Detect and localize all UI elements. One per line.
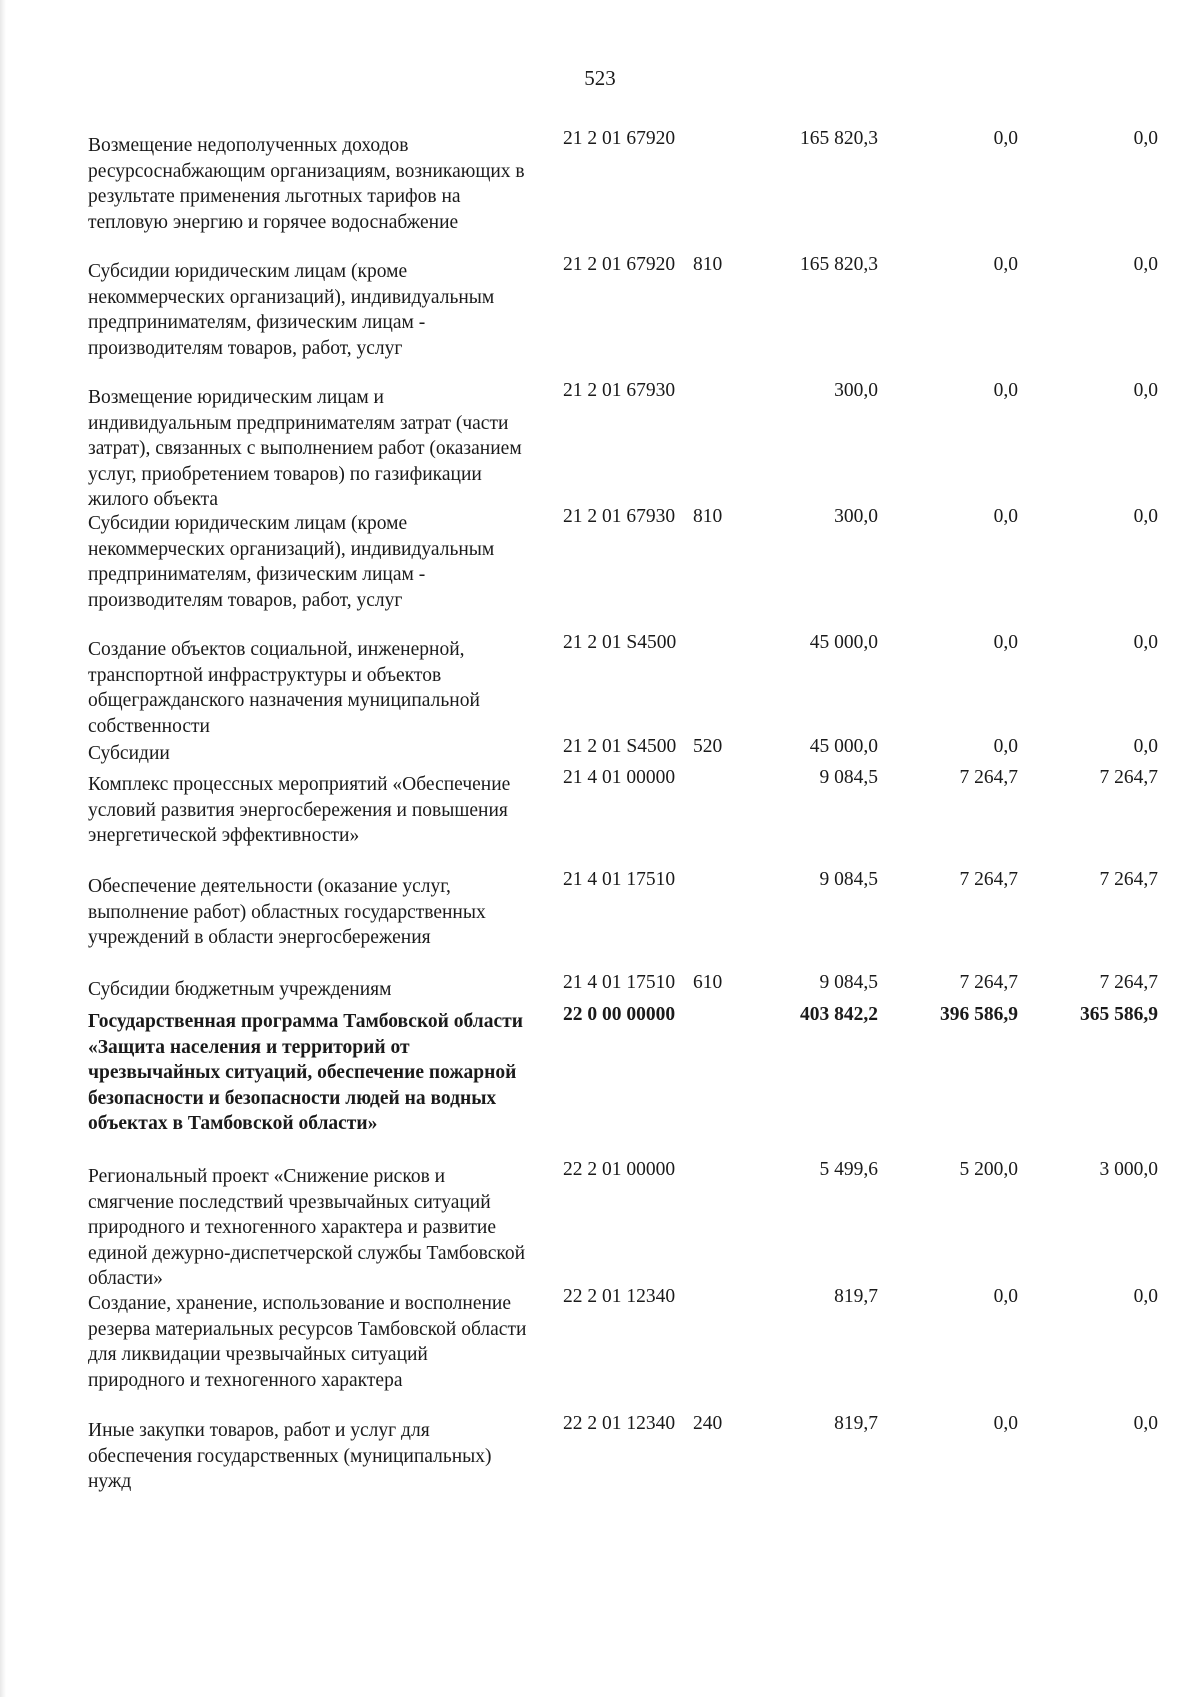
table-row — [88, 378, 1168, 510]
row-vr: 610 — [693, 972, 723, 993]
row-value-1: 403 842,2 — [800, 1004, 878, 1025]
row-code: 21 2 01 67930 — [563, 506, 676, 527]
row-value-3: 0,0 — [1133, 128, 1158, 149]
row-value-3: 0,0 — [1133, 1286, 1158, 1307]
row-value-3: 365 586,9 — [1080, 1004, 1158, 1025]
row-value-3: 0,0 — [1133, 506, 1158, 527]
row-name: Создание, хранение, использование и восполнение резерва материальных ресурсов Тамбовской области для ликвидации чрезвычайных ситуаций природного и техногенного характера — [88, 1293, 527, 1391]
row-code: 21 2 01 67920 — [563, 128, 676, 149]
table-row — [88, 126, 1168, 252]
row-code: 21 2 01 S4500 — [563, 736, 677, 757]
row-code: 21 2 01 67920 — [563, 254, 676, 275]
row-value-2: 0,0 — [993, 1413, 1018, 1434]
table-row — [88, 1284, 1168, 1411]
row-value-1: 45 000,0 — [809, 632, 878, 653]
row-value-2: 0,0 — [993, 632, 1018, 653]
row-value-3: 0,0 — [1133, 632, 1158, 653]
row-value-3: 7 264,7 — [1099, 767, 1158, 788]
row-vr: 520 — [693, 736, 723, 757]
row-value-1: 9 084,5 — [819, 767, 878, 788]
row-name: Субсидии бюджетным учреждениям — [88, 979, 392, 1000]
row-value-1: 9 084,5 — [819, 869, 878, 890]
row-name: Субсидии — [88, 743, 170, 764]
row-value-3: 0,0 — [1133, 1413, 1158, 1434]
row-value-2: 0,0 — [993, 736, 1018, 757]
row-vr: 810 — [693, 254, 723, 275]
row-value-3: 7 264,7 — [1099, 972, 1158, 993]
row-code: 21 4 01 17510 — [563, 869, 676, 890]
row-value-2: 7 264,7 — [959, 767, 1018, 788]
row-value-1: 819,7 — [834, 1286, 878, 1307]
row-value-1: 45 000,0 — [809, 736, 878, 757]
table-row-program — [88, 1002, 1168, 1157]
row-code: 21 4 01 17510 — [563, 972, 676, 993]
row-name: Региональный проект «Снижение рисков и смягчение последствий чрезвычайных ситуаций природного и техногенного характера и развитие единой дежурно-диспетчерской службы Тамбовской области» — [88, 1166, 526, 1289]
row-name: Субсидии юридическим лицам (кроме некоммерческих организаций), индивидуальным предпринимателям, физическим лицам - производителям товаров, работ, услуг — [88, 261, 495, 359]
table-row — [88, 970, 1168, 1002]
row-value-2: 5 200,0 — [959, 1159, 1018, 1180]
row-value-3: 0,0 — [1133, 254, 1158, 275]
row-name: Государственная программа Тамбовской области «Защита населения и территорий от чрезвычайных ситуаций, обеспечение пожарной безопасности и безопасности людей на водных объектах в Тамбовской области» — [88, 1011, 523, 1134]
row-value-1: 9 084,5 — [819, 972, 878, 993]
row-value-1: 300,0 — [834, 380, 878, 401]
row-code: 22 2 01 12340 — [563, 1413, 676, 1434]
row-value-2: 0,0 — [993, 128, 1018, 149]
row-name: Комплекс процессных мероприятий «Обеспечение условий развития энергосбережения и повышения энергетической эффективности» — [88, 774, 511, 846]
table-row — [88, 765, 1168, 867]
row-code: 21 4 01 00000 — [563, 767, 676, 788]
row-value-3: 3 000,0 — [1099, 1159, 1158, 1180]
row-code: 22 0 00 00000 — [563, 1004, 676, 1025]
row-code: 22 2 01 00000 — [563, 1159, 676, 1180]
row-value-1: 5 499,6 — [819, 1159, 878, 1180]
row-code: 21 2 01 67930 — [563, 380, 676, 401]
page-number: 523 — [584, 66, 616, 90]
row-code: 21 2 01 S4500 — [563, 632, 677, 653]
row-name: Иные закупки товаров, работ и услуг для обеспечения государственных (муниципальных) нужд — [88, 1420, 492, 1492]
table-row — [88, 1157, 1168, 1289]
row-code: 22 2 01 12340 — [563, 1286, 676, 1307]
row-name: Возмещение юридическим лицам и индивидуальным предпринимателям затрат (части затрат), связанных с выполнением работ (оказанием услуг, приобретением товаров) по газификации жилого объекта — [88, 387, 522, 510]
row-vr: 810 — [693, 506, 723, 527]
table-row — [88, 504, 1168, 630]
row-value-2: 396 586,9 — [940, 1004, 1018, 1025]
table-row — [88, 630, 1168, 737]
table-row — [88, 1411, 1168, 1491]
row-value-1: 165 820,3 — [800, 128, 878, 149]
row-value-2: 0,0 — [993, 254, 1018, 275]
row-value-3: 7 264,7 — [1099, 869, 1158, 890]
row-value-2: 0,0 — [993, 1286, 1018, 1307]
row-value-1: 819,7 — [834, 1413, 878, 1434]
scan-edge — [0, 0, 6, 1697]
row-value-2: 0,0 — [993, 380, 1018, 401]
row-name: Субсидии юридическим лицам (кроме некоммерческих организаций), индивидуальным предпринимателям, физическим лицам - производителям товаров, работ, услуг — [88, 513, 495, 611]
row-name: Обеспечение деятельности (оказание услуг, выполнение работ) областных государственных учреждений в области энергосбережения — [88, 876, 486, 948]
row-value-3: 0,0 — [1133, 736, 1158, 757]
row-vr: 240 — [693, 1413, 723, 1434]
row-name: Создание объектов социальной, инженерной, транспортной инфраструктуры и объектов общегражданского назначения муниципальной собственности — [88, 639, 480, 737]
row-value-2: 7 264,7 — [959, 869, 1018, 890]
row-value-1: 165 820,3 — [800, 254, 878, 275]
row-value-2: 7 264,7 — [959, 972, 1018, 993]
table-row — [88, 867, 1168, 970]
row-value-3: 0,0 — [1133, 380, 1158, 401]
budget-table — [88, 126, 1168, 1491]
row-value-2: 0,0 — [993, 506, 1018, 527]
table-row — [88, 252, 1168, 378]
table-row — [88, 734, 1168, 765]
row-name: Возмещение недополученных доходов ресурсоснабжающим организациям, возникающих в результате применения льготных тарифов на тепловую энергию и горячее водоснабжение — [88, 135, 525, 233]
row-value-1: 300,0 — [834, 506, 878, 527]
